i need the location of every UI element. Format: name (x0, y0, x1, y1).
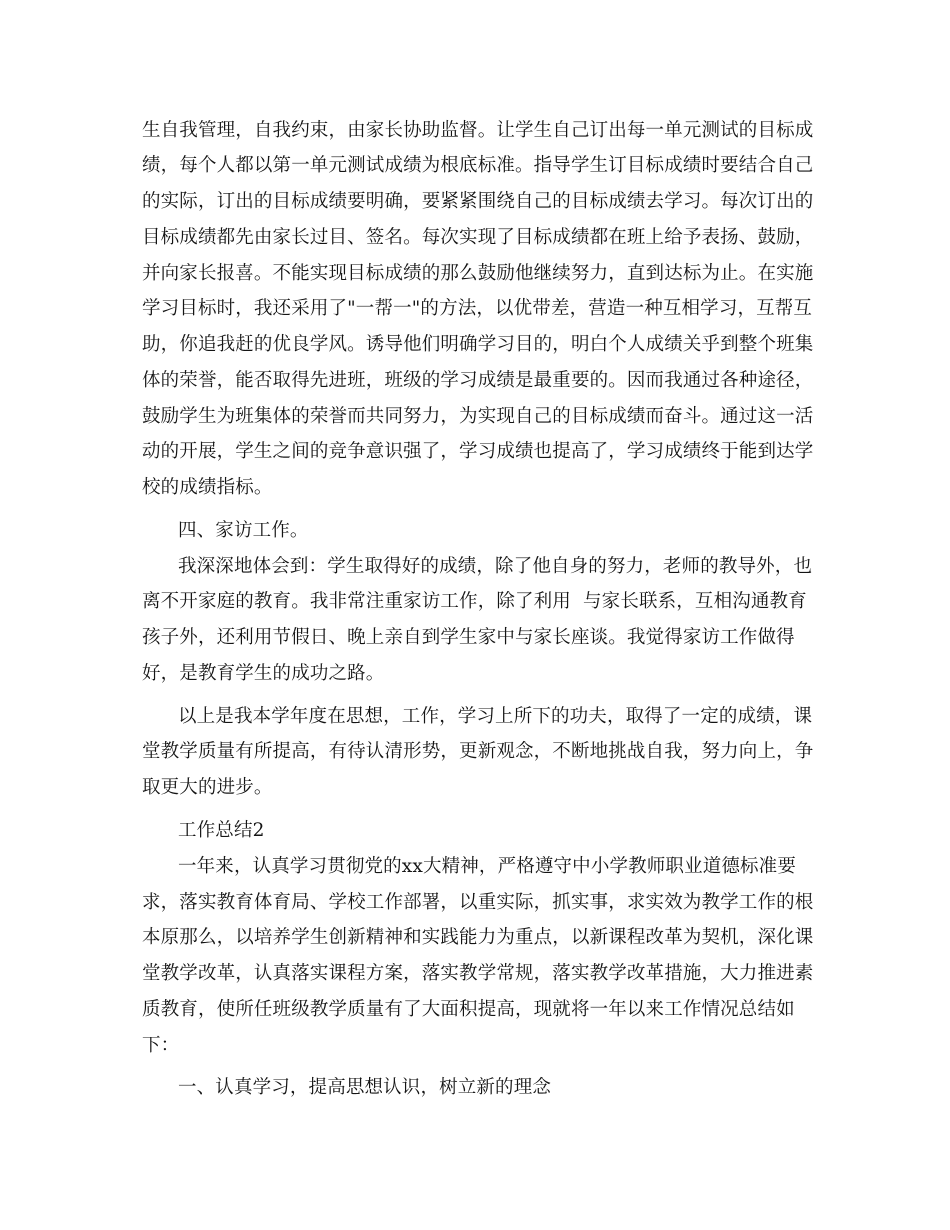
text-line: 孩子外，还利用节假日、晚上亲自到学生家中与家长座谈。我觉得家访工作做得 (142, 627, 795, 648)
text-line: 学习目标时，我还采用了"一帮一"的方法，以优带差，营造一种互相学习，互帮互 (142, 298, 813, 319)
text-line: 质教育，使所任班级教学质量有了大面积提高，现就将一年以来工作情况总结如 (142, 999, 795, 1020)
text-line: 取更大的进步。 (142, 777, 273, 798)
text-line: 以上是我本学年度在思想，工作，学习上所下的功夫，取得了一定的成绩，课 (178, 706, 813, 727)
text-line: 我深深地体会到：学生取得好的成绩，除了他自身的努力，老师的教导外，也 (178, 556, 813, 577)
text-line: 绩，每个人都以第一单元测试成绩为根底标准。指导学生订目标成绩时要结合自己 (142, 155, 814, 176)
section-heading: 一、认真学习，提高思想认识，树立新的理念 (178, 1077, 552, 1098)
text-line: 助，你追我赶的优良学风。诱导他们明确学习目的，明白个人成绩关乎到整个班集 (142, 334, 814, 355)
text-line: 目标成绩都先由家长过目、签名。每次实现了目标成绩都在班上给予表扬、鼓励， (142, 227, 814, 248)
text-line: 本原那么，以培养学生创新精神和实践能力为重点，以新课程改革为契机，深化课 (142, 927, 814, 948)
text-line: 体的荣誉，能否取得先进班，班级的学习成绩是最重要的。因而我通过各种途径， (142, 370, 814, 391)
section-heading: 工作总结2 (178, 820, 265, 841)
text-line: 堂教学质量有所提高，有待认清形势，更新观念，不断地挑战自我，努力向上，争 (142, 741, 814, 762)
text-line: 鼓励学生为班集体的荣誉而共同努力，为实现自己的目标成绩而奋斗。通过这一活 (142, 406, 814, 427)
text-line: 动的开展，学生之间的竞争意识强了，学习成绩也提高了，学习成绩终于能到达学 (142, 441, 814, 462)
text-line: 的实际，订出的目标成绩要明确，要紧紧围绕自己的目标成绩去学习。每次订出的 (142, 191, 814, 212)
text-line: 求，落实教育体育局、学校工作部署，以重实际，抓实事，求实效为教学工作的根 (142, 892, 814, 913)
text-line: 一年来，认真学习贯彻党的xx大精神，严格遵守中小学教师职业道德标准要 (178, 856, 796, 877)
text-line: 下： (142, 1035, 180, 1056)
text-line: 堂教学改革，认真落实课程方案，落实教学常规，落实教学改革措施，大力推进素 (142, 963, 814, 984)
text-line: 生自我管理，自我约束，由家长协助监督。让学生自己订出每一单元测试的目标成 (142, 120, 814, 141)
section-heading: 四、家访工作。 (178, 520, 309, 541)
text-line: 好，是教育学生的成功之路。 (142, 663, 385, 684)
text-line: 校的成绩指标。 (142, 477, 273, 498)
text-line: 离不开家庭的教育。我非常注重家访工作，除了利用 与家长联系，互相沟通教育 (142, 591, 807, 612)
text-line: 并向家长报喜。不能实现目标成绩的那么鼓励他继续努力，直到达标为止。在实施 (142, 263, 814, 284)
